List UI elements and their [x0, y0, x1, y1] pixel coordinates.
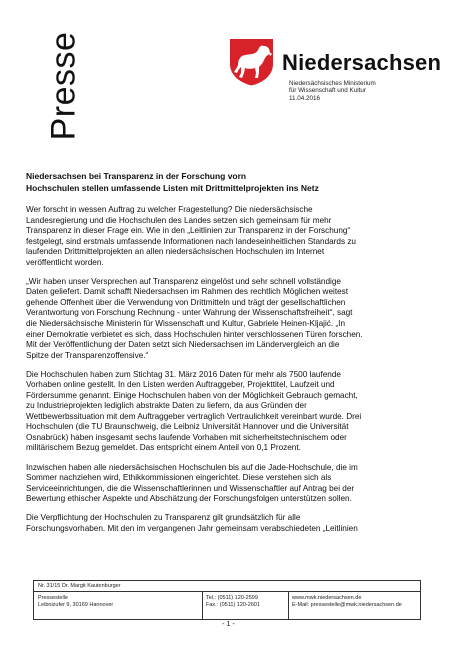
- paragraph-line: „Wir haben unser Versprechen auf Transparenz eingelöst und sehr schnell vollständige: [26, 276, 341, 286]
- paragraph-line: Serviceeinrichtungen, die die Wissenschaftlerinnen und Wissenschaftler auf Antrag bei der: [26, 483, 355, 493]
- paragraph: [26, 205, 438, 268]
- headline: [26, 170, 436, 194]
- paragraph-line: Inzwischen haben alle niedersächsischen Hochschulen bis auf die Jade-Hochschule, die im: [26, 462, 358, 472]
- fax: Fax.: (0511) 120-2601: [206, 601, 261, 608]
- email-link[interactable]: E-Mail: pressestelle@mwk.niedersachsen.de: [292, 601, 402, 608]
- paragraph-line: Wer forscht in wessen Auftrag zu welcher Fragestellung? Die niedersächsische: [26, 205, 313, 214]
- article-body: [26, 205, 438, 543]
- paragraph-line: Forschungsvorhaben. Mit den im vergangenen Jahr gemeinsam verabschiedeten „Leitlinien: [26, 523, 358, 533]
- paragraph-line: einer Demokratie verbietet es sich, dass Hochschulen hinter verschlossenen Türen forschen.: [26, 329, 363, 339]
- paragraph-line: militärischem Bezug gemeldet. Das entspricht einem Anteil von 0,1 Prozent.: [26, 443, 301, 453]
- ministry-block: [289, 80, 376, 102]
- footer-phone: [206, 595, 260, 608]
- paragraph: [26, 277, 438, 361]
- paragraph-line: Wettbewerbssituation mit dem Auftraggeber vertraglich Vertraulichkeit vereinbart wurde. Drei: [26, 411, 362, 421]
- website-link[interactable]: www.mwk.niedersachsen.de: [292, 595, 362, 601]
- paragraph-line: gehende Offenheit über die Verwendung von Drittmitteln und trägt der gesellschaftlichen: [26, 297, 346, 307]
- paragraph-line: Fördersumme genannt. Einige Hochschulen haben von der Möglichkeit Gebrauch gemacht,: [26, 390, 358, 400]
- press-office: Pressestelle: [38, 595, 68, 601]
- brand-name: Niedersachsen: [282, 50, 442, 75]
- footer-divider-vertical: [288, 591, 289, 619]
- paragraph: [26, 370, 438, 454]
- paragraph-line: Transparenz in dieser Frage ein. Wie in den „Leitlinien zur Transparenz in der Forschung“: [26, 226, 351, 236]
- headline-line-1: Niedersachsen bei Transparenz in der Forschung vorn: [26, 171, 247, 181]
- paragraph-line: Verantwortung von Forschung Rechnung - unter Wahrung der Wissenschaftsfreiheit“, sagt: [26, 308, 353, 318]
- headline-line-2: Hochschulen stellen umfassende Listen mit Drittmittelprojekten ins Netz: [26, 183, 319, 193]
- paragraph: [26, 463, 438, 505]
- paragraph-line: Osnabrück) haben insgesamt sechs laufende Vorhaben mit sicherheitstechnischem oder: [26, 432, 347, 442]
- page-number: - 1 -: [222, 621, 235, 628]
- paragraph-line: Spitze der Transparenzoffensive.“: [26, 350, 149, 360]
- footer-divider-vertical: [202, 591, 203, 619]
- presse-label-text: Presse: [44, 31, 83, 141]
- paragraph-line: Vorhaben online gestellt. In den Listen werden Auftraggeber, Projekttitel, Laufzeit und: [26, 380, 335, 390]
- paragraph: [26, 513, 438, 534]
- release-number: Nr. 31/15 Dr. Margit Kautenburger: [38, 583, 121, 589]
- press-release-date: 11.04.2016: [289, 94, 321, 102]
- postal-address: Leibnizufer 9, 30169 Hannover: [38, 601, 114, 608]
- lower-saxony-horse-coat-of-arms-icon: [229, 38, 274, 86]
- paragraph-line: Bewertung ethischer Aspekte und Abschätzung der Forschungsfolgen unterstützen sollen.: [26, 494, 352, 504]
- paragraph-line: zu Industrieprojekten lediglich abstrakte Daten zu liefern, da aus Gründen der: [26, 401, 307, 411]
- paragraph-line: laufenden Drittmittelprojekten an allen niedersächsischen Hochschulen im Internet: [26, 247, 325, 257]
- footer-web: [292, 595, 402, 608]
- paragraph-line: Mit der Veröffentlichung der Daten setzt sich Niedersachsen im Ländervergleich an die: [26, 340, 340, 350]
- paragraph-line: Landesregierung und die Hochschulen des Landes setzen sich gemeinsam für mehr: [26, 215, 332, 225]
- ministry-line-1: Niedersächsisches Ministerium: [289, 80, 376, 87]
- telephone: Tel.: (0511) 120-2599: [206, 595, 258, 601]
- footer-address: [38, 595, 113, 608]
- paragraph-line: Hochschulen (die TU Braunschweig, die Leibniz Universität Hannover und die Universität: [26, 422, 349, 432]
- paragraph-line: die Niedersächsische Ministerin für Wissenschaft und Kultur, Gabriele Heinen-Kljajić. „In: [26, 318, 345, 328]
- paragraph-line: festgelegt, sind erstmals umfassende Informationen nach landeseinheitlichen Standards zu: [26, 236, 356, 246]
- footer-contact-box: [33, 580, 421, 620]
- paragraph-line: Daten geliefert. Damit schafft Niedersachsen im Rahmen des rechtlich Möglichen weitest: [26, 287, 349, 297]
- paragraph-line: Die Verpflichtung der Hochschulen zu Transparenz gilt grundsätzlich für alle: [26, 513, 301, 523]
- footer-divider: [34, 591, 420, 592]
- paragraph-line: Die Hochschulen haben zum Stichtag 31. März 2016 Daten für mehr als 7500 laufende: [26, 369, 341, 379]
- ministry-line-2: für Wissenschaft und Kultur: [289, 87, 366, 95]
- paragraph-line: Sommer nachziehen wird, Ethikkommissionen eingerichtet. Diese verstehen sich als: [26, 473, 332, 483]
- presse-vertical-label: [33, 30, 95, 142]
- paragraph-line: veröffentlicht worden.: [26, 257, 104, 267]
